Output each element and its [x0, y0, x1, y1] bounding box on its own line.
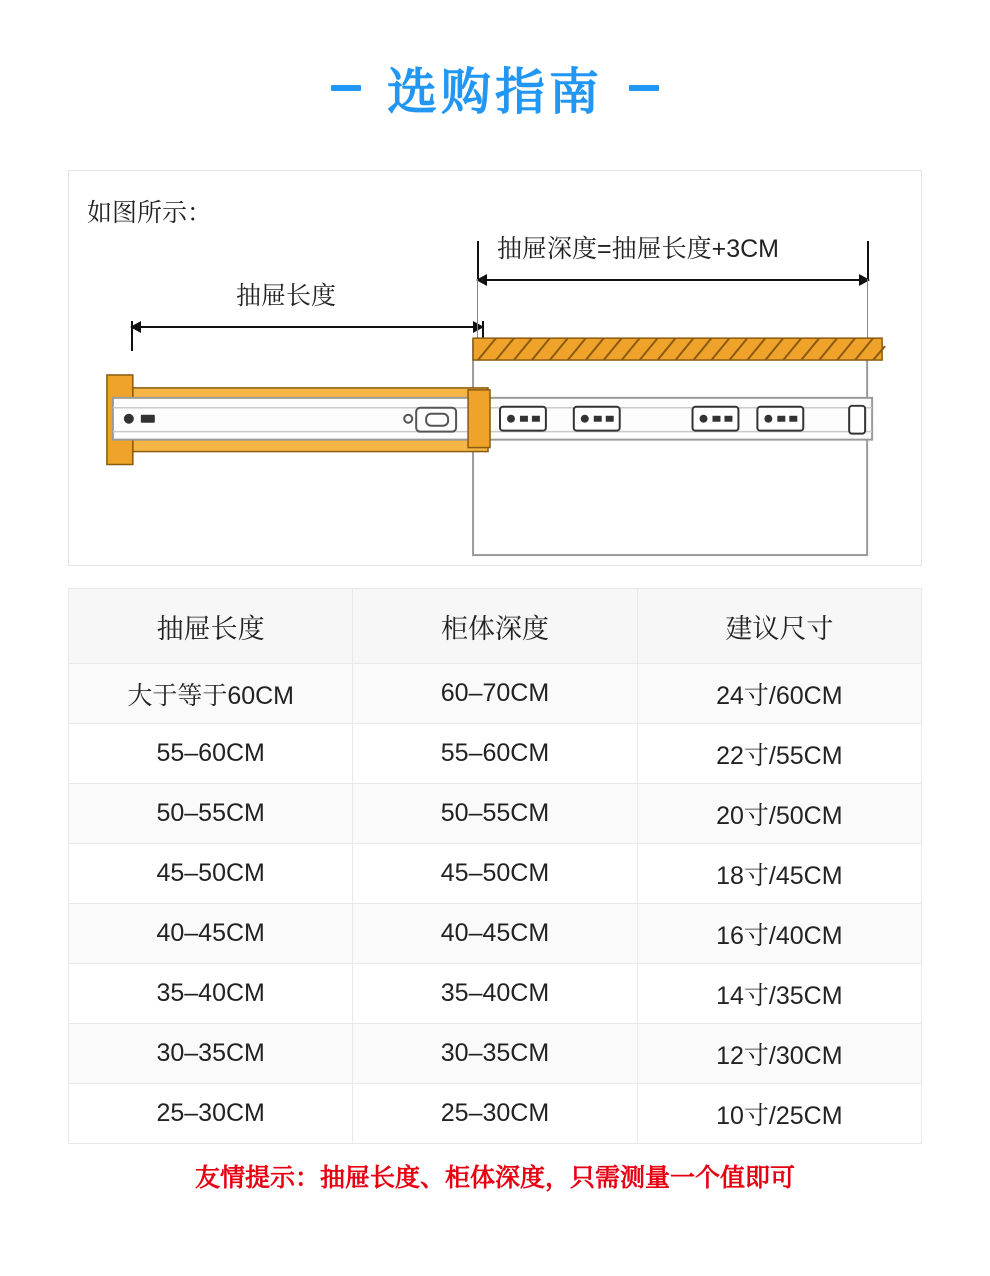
title-dash-left-icon — [331, 85, 361, 91]
cell-cabinet-depth: 40–45CM — [353, 904, 637, 964]
cell-drawer-length: 30–35CM — [69, 1024, 353, 1084]
table-row — [69, 844, 922, 904]
cell-cabinet-depth: 45–50CM — [353, 844, 637, 904]
drawer-slide-illustration — [69, 171, 921, 565]
cell-cabinet-depth: 25–30CM — [353, 1084, 637, 1144]
cell-suggested-size: 22寸/55CM — [637, 724, 921, 784]
cell-drawer-length: 35–40CM — [69, 964, 353, 1024]
size-recommendation-table — [68, 588, 922, 1144]
table-row — [69, 724, 922, 784]
cell-suggested-size: 20寸/50CM — [637, 784, 921, 844]
cell-cabinet-depth: 50–55CM — [353, 784, 637, 844]
cell-suggested-size: 14寸/35CM — [637, 964, 921, 1024]
cell-cabinet-depth: 30–35CM — [353, 1024, 637, 1084]
cell-cabinet-depth: 35–40CM — [353, 964, 637, 1024]
cell-drawer-length: 55–60CM — [69, 724, 353, 784]
dimension-label-depth: 抽屉深度=抽屉长度+3CM — [497, 235, 779, 263]
table-header-cabinet-depth: 柜体深度 — [353, 589, 637, 664]
cell-suggested-size: 18寸/45CM — [637, 844, 921, 904]
table-row — [69, 1084, 922, 1144]
table-row — [69, 904, 922, 964]
table-header-suggested-size: 建议尺寸 — [637, 589, 921, 664]
title-dash-right-icon — [629, 85, 659, 91]
page-title — [331, 52, 659, 124]
table-header-drawer-length: 抽屉长度 — [69, 589, 353, 664]
cell-drawer-length: 45–50CM — [69, 844, 353, 904]
cell-suggested-size: 24寸/60CM — [637, 664, 921, 724]
table-header-row — [69, 589, 922, 664]
table-row — [69, 1024, 922, 1084]
cell-suggested-size: 16寸/40CM — [637, 904, 921, 964]
diagram-caption: 如图所示： — [87, 199, 213, 227]
table-row — [69, 964, 922, 1024]
cell-drawer-length: 大于等于60CM — [69, 664, 353, 724]
diagram-panel — [68, 170, 922, 566]
cell-cabinet-depth: 55–60CM — [353, 724, 637, 784]
table-row — [69, 784, 922, 844]
cell-drawer-length: 40–45CM — [69, 904, 353, 964]
cell-drawer-length: 50–55CM — [69, 784, 353, 844]
page-title-wrap — [0, 0, 990, 124]
cell-suggested-size: 12寸/30CM — [637, 1024, 921, 1084]
footer-tip: 友情提示：抽屉长度、柜体深度，只需测量一个值即可 — [194, 1164, 795, 1192]
cell-cabinet-depth: 60–70CM — [353, 664, 637, 724]
cell-suggested-size: 10寸/25CM — [637, 1084, 921, 1144]
table-row — [69, 664, 922, 724]
dimension-label-length: 抽屉长度 — [236, 282, 337, 310]
cell-drawer-length: 25–30CM — [69, 1084, 353, 1144]
page-title-text: 选购指南 — [387, 64, 603, 120]
